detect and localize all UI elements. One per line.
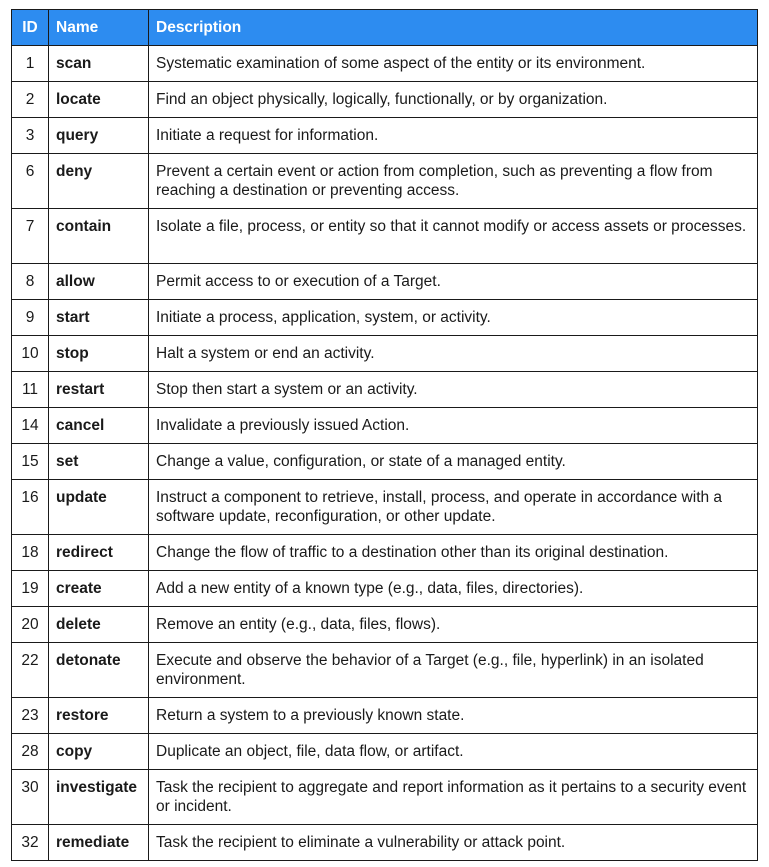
cell-id: 2 [12,82,49,118]
header-description: Description [149,10,758,46]
cell-description: Initiate a request for information. [149,118,758,154]
table-row [12,825,758,861]
cell-description: Task the recipient to aggregate and report information as it pertains to a security event or incident. [149,770,758,825]
cell-name: contain [49,209,149,264]
cell-description: Duplicate an object, file, data flow, or artifact. [149,734,758,770]
cell-description: Initiate a process, application, system, or activity. [149,300,758,336]
cell-id: 11 [12,372,49,408]
cell-id: 9 [12,300,49,336]
cell-id: 20 [12,607,49,643]
cell-id: 1 [12,46,49,82]
table-row [12,46,758,82]
table-header [12,10,758,46]
cell-name: update [49,480,149,535]
cell-id: 32 [12,825,49,861]
cell-id: 3 [12,118,49,154]
actions-table-container [11,9,757,861]
cell-name: query [49,118,149,154]
table-row [12,571,758,607]
cell-id: 22 [12,643,49,698]
cell-id: 10 [12,336,49,372]
cell-id: 28 [12,734,49,770]
cell-name: scan [49,46,149,82]
cell-description: Halt a system or end an activity. [149,336,758,372]
table-row [12,444,758,480]
cell-name: delete [49,607,149,643]
cell-description: Task the recipient to eliminate a vulnerability or attack point. [149,825,758,861]
cell-description: Add a new entity of a known type (e.g., data, files, directories). [149,571,758,607]
table-row [12,82,758,118]
cell-id: 7 [12,209,49,264]
cell-name: start [49,300,149,336]
header-id: ID [12,10,49,46]
cell-description: Find an object physically, logically, functionally, or by organization. [149,82,758,118]
cell-name: detonate [49,643,149,698]
table-row [12,535,758,571]
cell-description: Execute and observe the behavior of a Target (e.g., file, hyperlink) in an isolated environment. [149,643,758,698]
cell-id: 30 [12,770,49,825]
table-row [12,480,758,535]
table-body [12,46,758,861]
table-row [12,698,758,734]
table-row [12,408,758,444]
cell-description: Return a system to a previously known state. [149,698,758,734]
cell-description: Instruct a component to retrieve, install, process, and operate in accordance with a software update, reconfiguration, or other update. [149,480,758,535]
cell-name: deny [49,154,149,209]
cell-id: 23 [12,698,49,734]
cell-description: Stop then start a system or an activity. [149,372,758,408]
table-row [12,643,758,698]
header-row [12,10,758,46]
cell-name: create [49,571,149,607]
cell-description: Change the flow of traffic to a destination other than its original destination. [149,535,758,571]
actions-table [11,9,758,861]
cell-id: 16 [12,480,49,535]
cell-description: Permit access to or execution of a Target. [149,264,758,300]
cell-description: Invalidate a previously issued Action. [149,408,758,444]
table-row [12,154,758,209]
cell-id: 14 [12,408,49,444]
table-row [12,118,758,154]
cell-id: 18 [12,535,49,571]
cell-id: 6 [12,154,49,209]
cell-id: 19 [12,571,49,607]
cell-description: Prevent a certain event or action from completion, such as preventing a flow from reaching a destination or preventing access. [149,154,758,209]
cell-description: Change a value, configuration, or state of a managed entity. [149,444,758,480]
cell-id: 8 [12,264,49,300]
cell-description: Systematic examination of some aspect of the entity or its environment. [149,46,758,82]
cell-name: redirect [49,535,149,571]
header-name: Name [49,10,149,46]
cell-name: cancel [49,408,149,444]
cell-name: remediate [49,825,149,861]
cell-description: Isolate a file, process, or entity so that it cannot modify or access assets or processes. [149,209,758,264]
cell-description: Remove an entity (e.g., data, files, flows). [149,607,758,643]
cell-name: investigate [49,770,149,825]
table-row [12,372,758,408]
cell-name: allow [49,264,149,300]
table-row [12,300,758,336]
cell-id: 15 [12,444,49,480]
table-row [12,264,758,300]
table-row [12,336,758,372]
table-row [12,770,758,825]
cell-name: restart [49,372,149,408]
cell-name: locate [49,82,149,118]
cell-name: restore [49,698,149,734]
cell-name: stop [49,336,149,372]
cell-name: set [49,444,149,480]
table-row [12,209,758,264]
table-row [12,607,758,643]
cell-name: copy [49,734,149,770]
table-row [12,734,758,770]
